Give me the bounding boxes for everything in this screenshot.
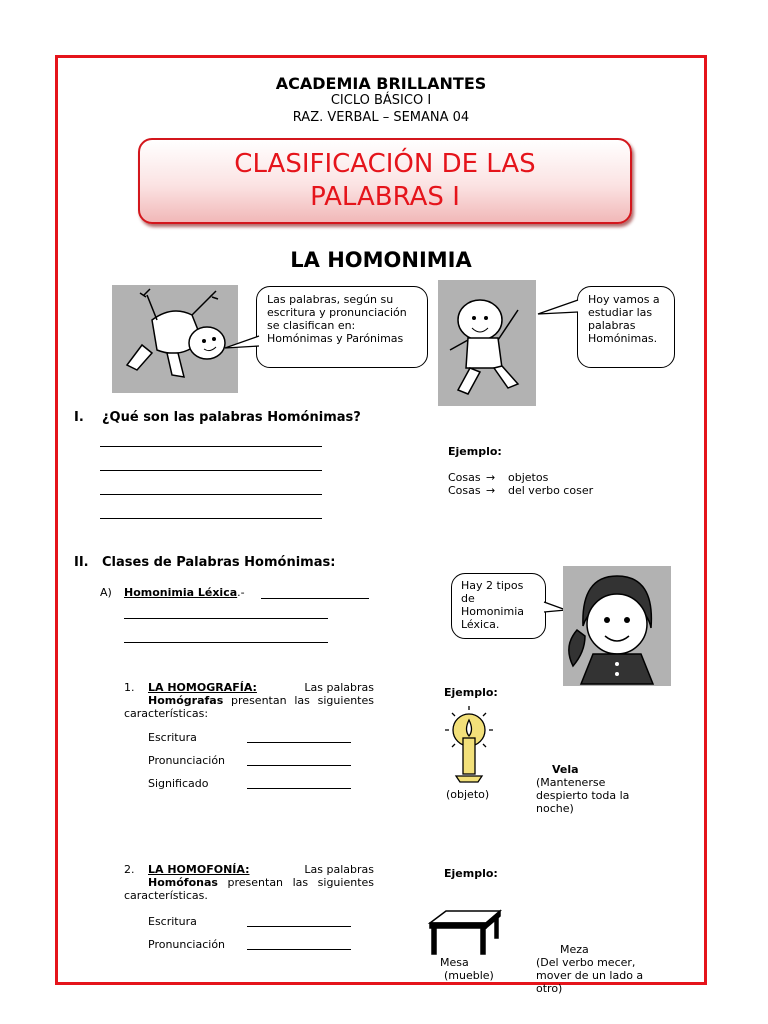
page-title: CLASIFICACIÓN DE LAS PALABRAS I [234, 149, 536, 212]
arrow-icon: → [486, 484, 496, 497]
section-2-heading [74, 555, 335, 570]
example-word-vela: Vela [552, 763, 579, 776]
answer-line [247, 765, 351, 766]
vela-meaning-object: (objeto) [446, 788, 490, 801]
title-box [138, 138, 632, 224]
section-1-number: I. [74, 410, 84, 425]
meza-meaning: (Del verbo mecer, mover de un lado a otro) [536, 956, 644, 995]
speech-bubble-left: Las palabras, según su escritura y pronunciación se clasifican en: Homónimas y Parónimas [256, 286, 428, 368]
homography-description [124, 681, 374, 720]
item-2-number: 2. [124, 863, 135, 876]
answer-line [247, 926, 351, 927]
answer-line [100, 494, 322, 495]
homophony-description [124, 863, 374, 902]
section-1-heading [74, 410, 361, 425]
candle-image [444, 706, 494, 784]
item-1-number: 1. [124, 681, 135, 694]
answer-line [247, 742, 351, 743]
table-image [426, 905, 504, 955]
section-2-number: II. [74, 555, 89, 570]
answer-line [124, 642, 328, 643]
bubble-tail-right [536, 296, 580, 320]
lexical-homonymy-title: Homonimia Léxica [124, 586, 238, 599]
homophony-heading: LA HOMOFONÍA: [148, 863, 250, 876]
section-1-title: ¿Qué son las palabras Homónimas? [102, 410, 361, 425]
bubble-tail-left [223, 334, 263, 354]
title-suffix: .- [237, 586, 245, 599]
example-word-mesa: Mesa [440, 956, 469, 969]
speech-bubble-right: Hoy vamos a estudiar las palabras Homónimas. [577, 286, 675, 368]
answer-line [247, 949, 351, 950]
school-name: ACADEMIA BRILLANTES [275, 74, 487, 93]
cycle-label: CICLO BÁSICO I [330, 93, 432, 108]
course-label: RAZ. VERBAL – SEMANA 04 [292, 110, 470, 125]
answer-line [100, 470, 322, 471]
field-label: Escritura [148, 915, 197, 928]
speech-bubble-girl: Hay 2 tipos de Homonimia Léxica. [451, 573, 546, 639]
answer-line [261, 598, 369, 599]
field-label: Pronunciación [148, 938, 226, 951]
boy-jumping-image [112, 285, 238, 393]
homography-heading: LA HOMOGRAFÍA: [148, 681, 257, 694]
answer-line [100, 446, 322, 447]
homography-text: presentan las siguientes características: [124, 694, 374, 720]
homographs-term: Homógrafas [148, 694, 224, 707]
item-a-label: A) [100, 586, 112, 599]
answer-line [100, 518, 322, 519]
example-row [448, 471, 548, 484]
worksheet-frame [55, 55, 707, 995]
section-heading: LA HOMONIMIA [290, 248, 472, 272]
example-word: Cosas [448, 484, 481, 497]
answer-line [124, 618, 328, 619]
section-2-title: Clases de Palabras Homónimas: [102, 555, 336, 570]
example-label: Ejemplo: [444, 686, 498, 699]
example-meaning: objetos [508, 471, 549, 484]
vela-meaning-verb: (Mantenerse despierto toda la noche) [536, 776, 630, 815]
boy-running-image [438, 280, 536, 406]
arrow-icon: → [486, 471, 496, 484]
example-label: Ejemplo: [444, 867, 498, 880]
example-word-meza: Meza [560, 943, 589, 956]
girl-image [563, 566, 671, 686]
mesa-meaning: (mueble) [444, 969, 494, 982]
example-label: Ejemplo: [448, 445, 502, 458]
homophones-term: Homófonas [148, 876, 218, 889]
field-label: Escritura [148, 731, 197, 744]
homophony-text: presentan las siguientes características. [124, 876, 374, 902]
answer-line [247, 788, 351, 789]
homography-intro: Las palabras [304, 681, 374, 694]
field-label: Significado [148, 777, 209, 790]
example-word: Cosas [448, 471, 481, 484]
example-row [448, 484, 593, 497]
example-meaning: del verbo coser [508, 484, 594, 497]
homophony-intro: Las palabras [304, 863, 374, 876]
field-label: Pronunciación [148, 754, 226, 767]
